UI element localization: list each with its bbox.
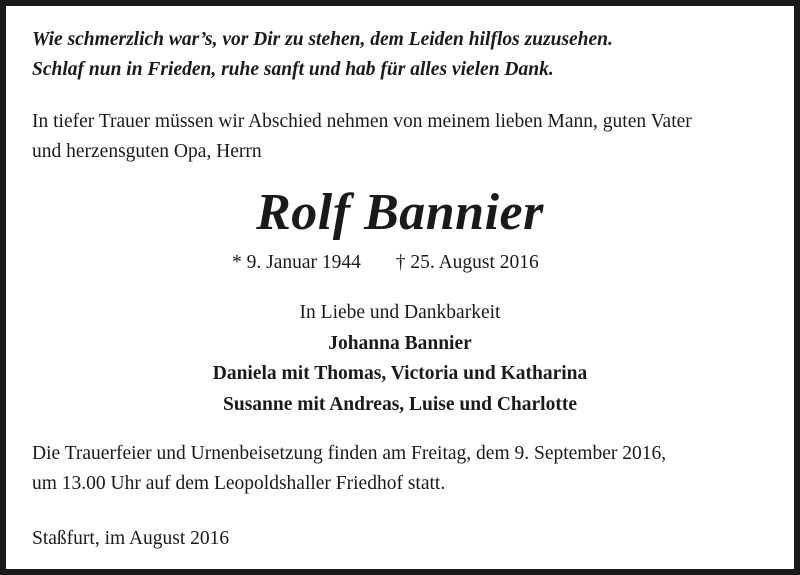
mourners-heading: In Liebe und Dankbarkeit [299, 302, 501, 323]
intro-line-1: In tiefer Trauer müssen wir Abschied nehmen von meinem lieben Mann, guten Vater [32, 111, 692, 132]
death-date: † 25. August 2016 [395, 252, 539, 273]
mourner-name: Daniela mit Thomas, Victoria und Katharina [212, 363, 588, 384]
motto-line-2: Schlaf nun in Frieden, ruhe sanft und hab für alles vielen Dank. [32, 59, 554, 80]
motto-verse [32, 25, 613, 85]
service-info [32, 439, 666, 499]
birth-date: * 9. Januar 1944 [232, 252, 361, 273]
service-line-1: Die Trauerfeier und Urnenbeisetzung finden am Freitag, dem 9. September 2016, [32, 443, 667, 464]
intro-line-2: und herzensguten Opa, Herrn [32, 141, 262, 162]
mourner-name: Johanna Bannier [328, 332, 472, 354]
motto-line-1: Wie schmerzlich war’s, vor Dir zu stehen, dem Leiden hilflos zuzusehen. [32, 29, 613, 50]
service-line-2: um 13.00 Uhr auf dem Leopoldshaller Friedhof statt. [32, 473, 446, 494]
intro-text [32, 107, 692, 167]
life-dates [232, 248, 539, 278]
deceased-name: Rolf Bannier [256, 184, 544, 241]
mourner-name: Susanne mit Andreas, Luise und Charlotte [223, 393, 577, 415]
place-and-date: Staßfurt, im August 2016 [32, 528, 230, 549]
mourners-block [6, 298, 794, 420]
